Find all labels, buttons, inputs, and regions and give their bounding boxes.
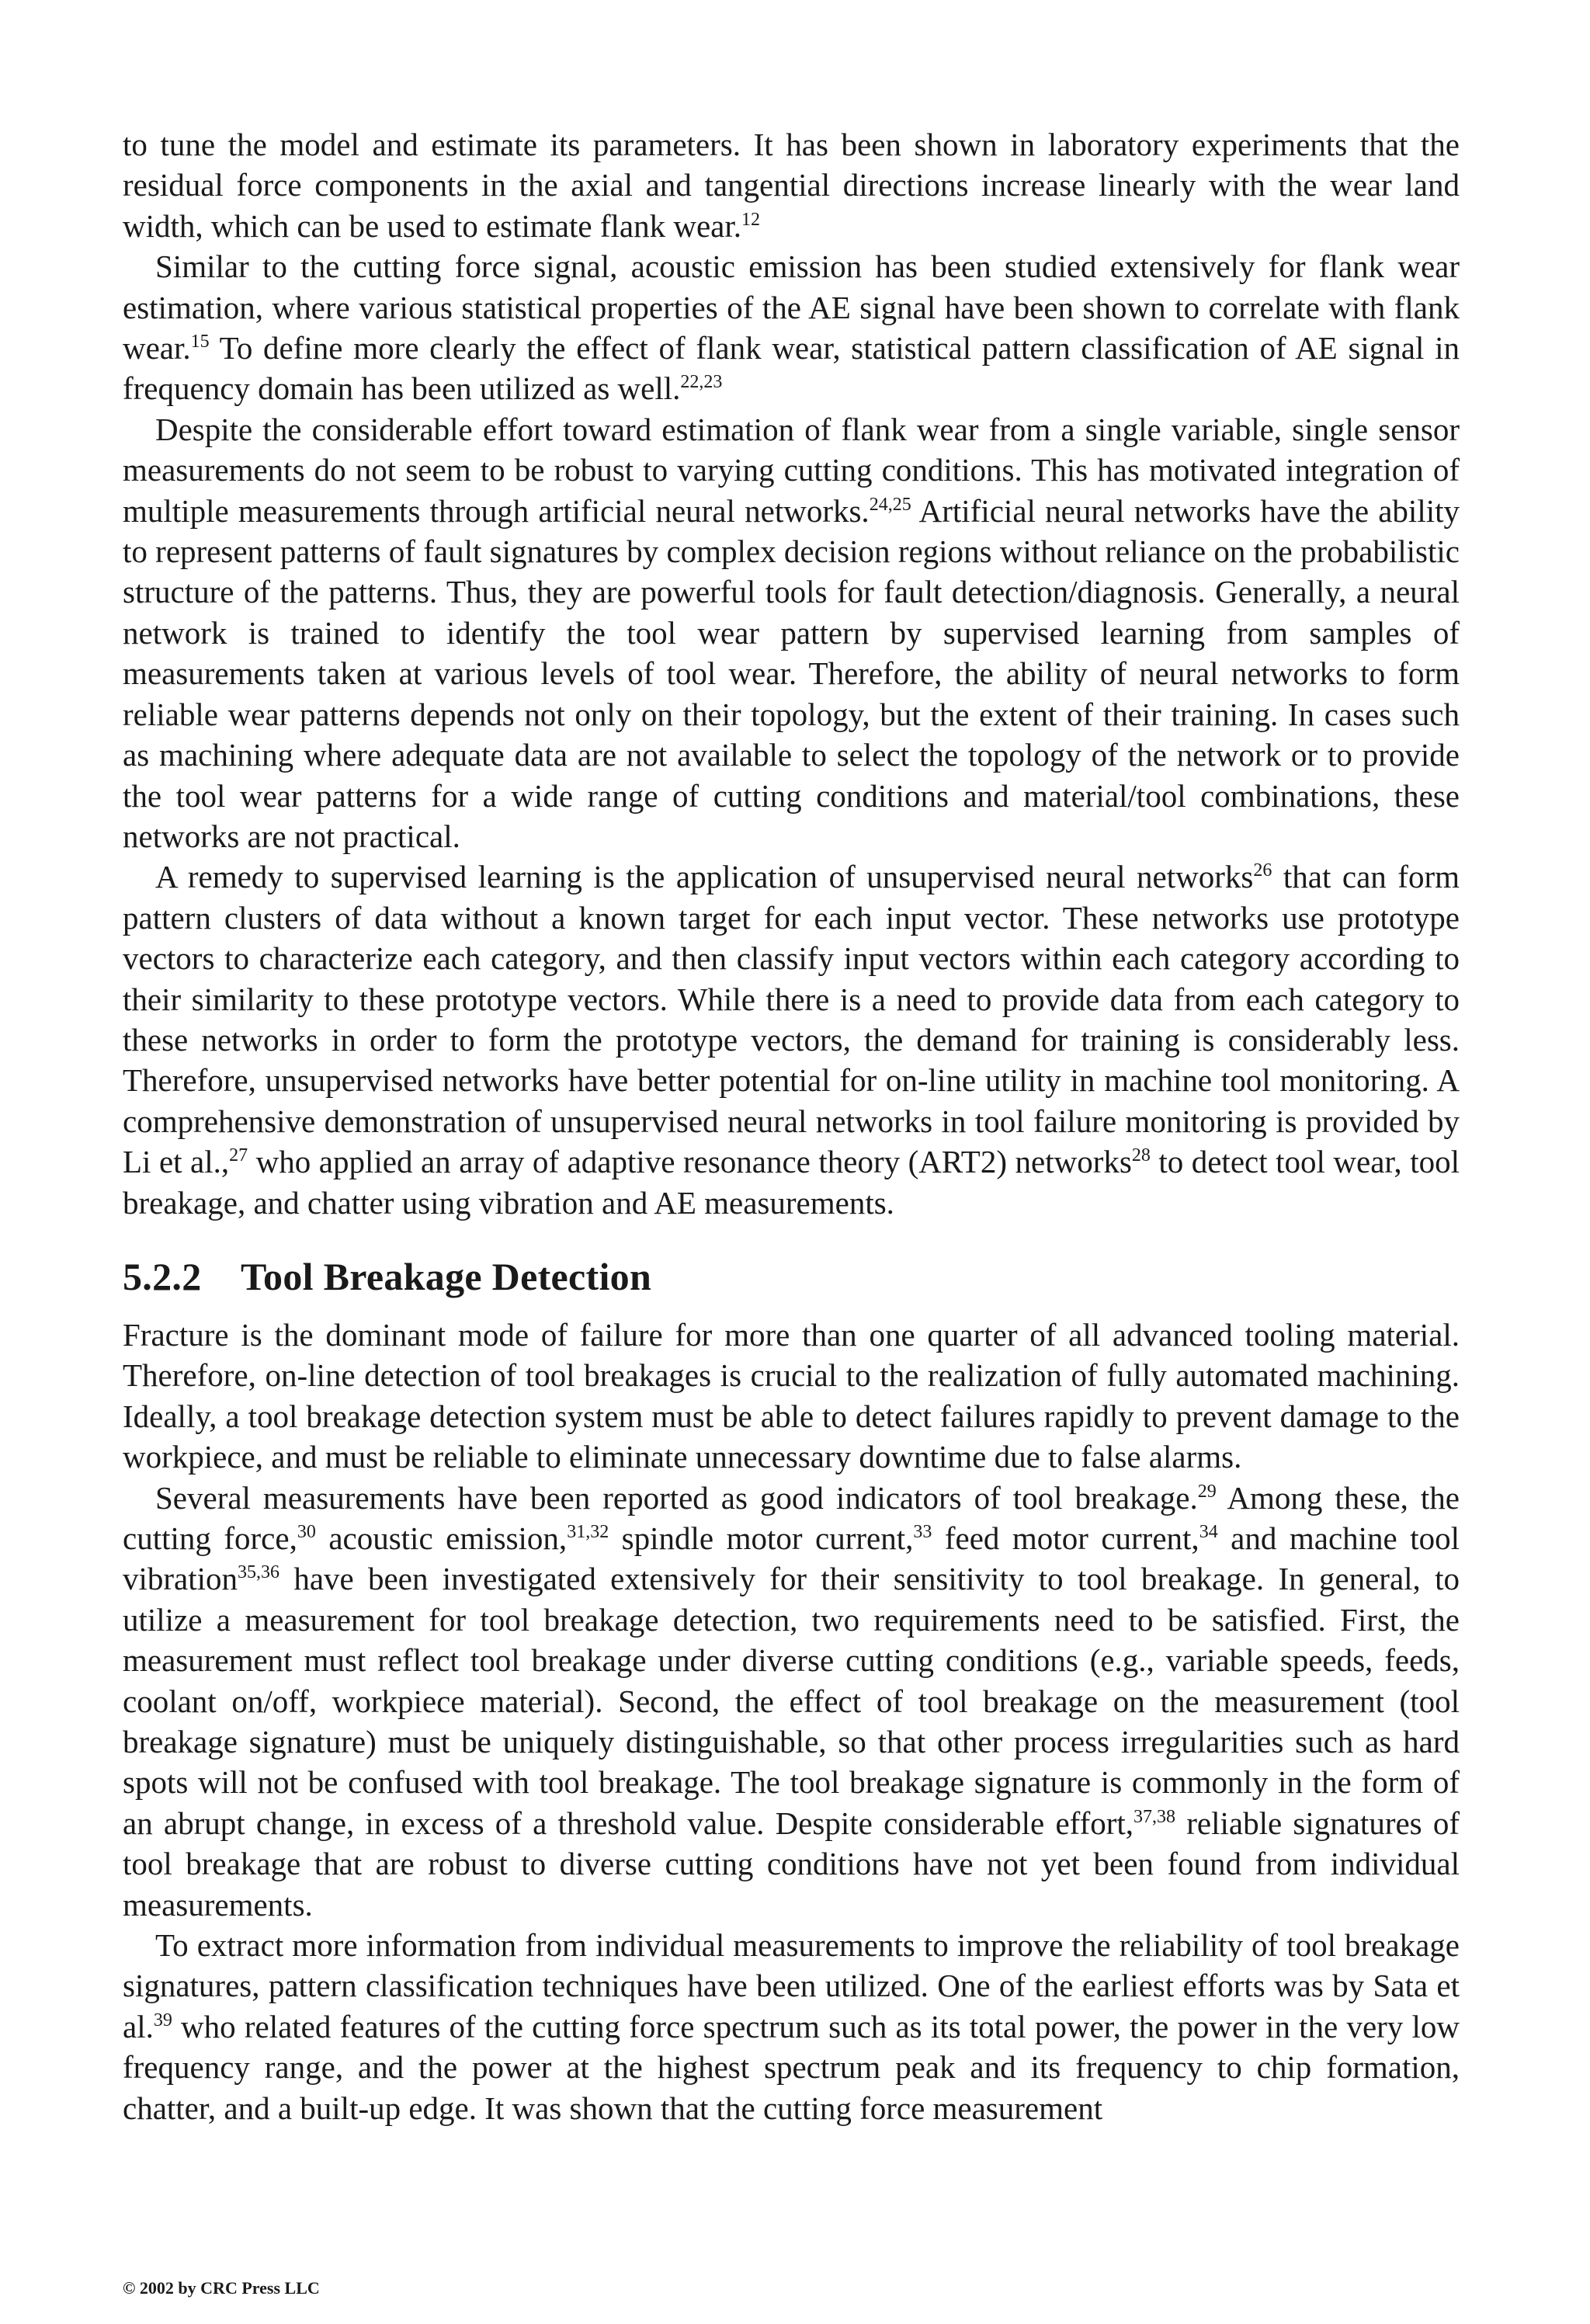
paragraph-text: Despite the considerable effort toward estimation of flank wear from a single variable, single sensor measurements do not seem to be robust to varying cutting conditions. This has motivated integration of multiple measurements through artificial neural networks. bbox=[123, 411, 1460, 529]
paragraph-text: Among these, the cutting force, bbox=[123, 1479, 1460, 1556]
citation-ref: 34 bbox=[1199, 1522, 1218, 1542]
paragraph-text: who related features of the cutting force spectrum such as its total power, the power in the very low frequency range, and the power at the highest spectrum peak and its frequency to chip formation, chatter, and a built-up edge. It was shown that the cutting force measurement bbox=[123, 2008, 1460, 2126]
paragraph-text: Fracture is the dominant mode of failure for more than one quarter of all advanced tooling material. Therefore, on-line detection of tool breakages is crucial to the realization of fully automated machining. Ideally, a tool breakage detection system must be able to detect failures rapidly to prevent damage to the workpiece, and must be reliable to eliminate unnecessary downtime due to false alarms. bbox=[123, 1316, 1460, 1475]
paragraph-text: have been investigated extensively for their sensitivity to tool breakage. In general, to utilize a measurement for tool breakage detection, two requirements need to be satisfied. First, the measurement must reflect tool breakage under diverse cutting conditions (e.g., variable speeds, feeds, coolant on/off, workpiece material). Second, the effect of tool breakage on the measurement (tool breakage signature) must be uniquely distinguishable, so that other process irregularities such as hard spots will not be confused with tool breakage. The tool breakage signature is commonly in the form of an abrupt change, in excess of a threshold value. Despite considerable effort, bbox=[123, 1561, 1460, 1841]
paragraph-text: and machine tool vibration bbox=[123, 1520, 1460, 1597]
paragraph-text: A remedy to supervised learning is the application of unsupervised neural networks bbox=[155, 859, 1254, 895]
paragraph-text: To extract more information from individual measurements to improve the reliability of tool breakage signatures, pattern classification techniques have been utilized. One of the earliest efforts was by Sata et al. bbox=[123, 1927, 1460, 2044]
paragraph-text: acoustic emission, bbox=[315, 1520, 568, 1556]
citation-ref: 26 bbox=[1253, 860, 1272, 881]
citation-ref: 15 bbox=[190, 332, 210, 353]
citation-ref: 35,36 bbox=[238, 1562, 280, 1583]
page-body bbox=[123, 124, 1460, 2128]
citation-ref: 29 bbox=[1197, 1481, 1217, 1502]
citation-ref: 37,38 bbox=[1133, 1806, 1176, 1827]
citation-ref: 24,25 bbox=[869, 494, 911, 515]
citation-ref: 33 bbox=[913, 1522, 932, 1542]
paragraph-text: spindle motor current, bbox=[609, 1520, 914, 1556]
paragraph-text: who applied an array of adaptive resonance theory (ART2) networks bbox=[248, 1144, 1132, 1180]
paragraph-text: to detect tool wear, tool breakage, and chatter using vibration and AE measurements. bbox=[123, 1144, 1460, 1221]
citation-ref: 30 bbox=[297, 1522, 316, 1542]
paragraph bbox=[123, 1315, 1460, 1478]
paragraph bbox=[123, 409, 1460, 856]
paragraph-text: reliable signatures of tool breakage that are robust to diverse cutting conditions have not yet been found from individual measurements. bbox=[123, 1805, 1460, 1923]
text-block-after bbox=[123, 1315, 1460, 2128]
citation-ref: 31,32 bbox=[567, 1522, 609, 1542]
copyright-footer: © 2002 by CRC Press LLC bbox=[123, 2278, 320, 2298]
section-heading bbox=[123, 1252, 1460, 1301]
paragraph-text: feed motor current, bbox=[932, 1520, 1199, 1556]
paragraph-text: Artificial neural networks have the ability to represent patterns of fault signatures by complex decision regions without reliance on the probabilistic structure of the patterns. Thus, they are powerful tools for fault detection/diagnosis. Generally, a neural network is trained to identify the tool wear pattern by supervised learning from samples of measurements taken at various levels of tool wear. Therefore, the ability of neural networks to form reliable wear patterns depends not only on their topology, but the extent of their training. In cases such as machining where adequate data are not available to select the topology of the network or to provide the tool wear patterns for a wide range of cutting conditions and material/tool combinations, these networks are not practical. bbox=[123, 492, 1460, 854]
citation-ref: 28 bbox=[1131, 1145, 1151, 1166]
paragraph bbox=[123, 1925, 1460, 2128]
paragraph bbox=[123, 856, 1460, 1223]
citation-ref: 39 bbox=[153, 2010, 172, 2030]
text-block-before bbox=[123, 124, 1460, 1223]
citation-ref: 12 bbox=[741, 209, 760, 230]
section-title: Tool Breakage Detection bbox=[241, 1254, 652, 1298]
paragraph-text: to tune the model and estimate its parameters. It has been shown in laboratory experiments that the residual force components in the axial and tangential directions increase linearly with the wear land width, which can be used to estimate flank wear. bbox=[123, 127, 1460, 244]
paragraph-text: Similar to the cutting force signal, acoustic emission has been studied extensively for flank wear estimation, where various statistical properties of the AE signal have been shown to correlate with flank wear. bbox=[123, 248, 1460, 366]
paragraph-text: Several measurements have been reported as good indicators of tool breakage. bbox=[155, 1479, 1198, 1516]
citation-ref: 22,23 bbox=[680, 372, 723, 393]
paragraph bbox=[123, 246, 1460, 409]
paragraph-text: To define more clearly the effect of flank wear, statistical pattern classification of AE signal in frequency domain has been utilized as well. bbox=[123, 330, 1460, 407]
paragraph bbox=[123, 124, 1460, 246]
section-number: 5.2.2 bbox=[123, 1254, 202, 1298]
paragraph-text: that can form pattern clusters of data without a known target for each input vector. These networks use prototype vectors to characterize each category, and then classify input vectors within each category according to their similarity to these prototype vectors. While there is a need to provide data from each category to these networks in order to form the prototype vectors, the demand for training is considerably less. Therefore, unsupervised networks have better potential for on-line utility in machine tool monitoring. A comprehensive demonstration of unsupervised neural networks in tool failure monitoring is provided by Li et al., bbox=[123, 859, 1460, 1180]
citation-ref: 27 bbox=[229, 1145, 248, 1166]
paragraph bbox=[123, 1478, 1460, 1925]
